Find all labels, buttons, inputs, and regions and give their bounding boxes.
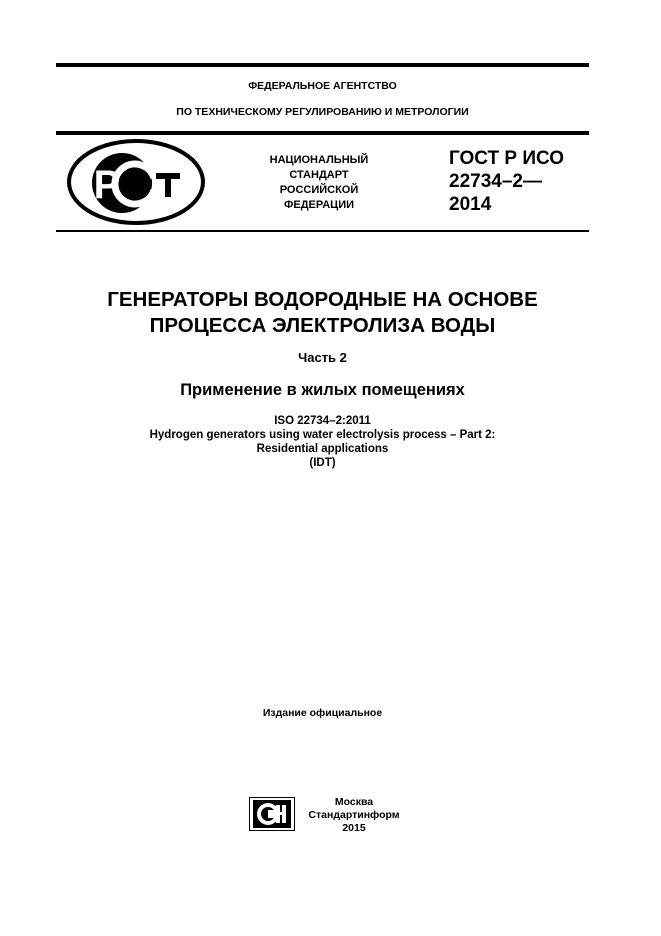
national-line-3: РОССИЙСКОЙ bbox=[279, 184, 359, 196]
agency-line-2: ПО ТЕХНИЧЕСКОМУ РЕГУЛИРОВАНИЮ И МЕТРОЛОГИИ bbox=[176, 106, 469, 118]
official-edition: Издание официальное bbox=[262, 707, 383, 719]
document-subtitle: Применение в жилых помещениях bbox=[180, 381, 465, 399]
publisher-name: Стандартинформ bbox=[308, 809, 400, 821]
iso-ref: ISO 22734–2:2011 bbox=[274, 415, 371, 427]
agency-line-1: ФЕДЕРАЛЬНОЕ АГЕНТСТВО bbox=[248, 80, 397, 92]
iso-reference bbox=[56, 414, 589, 470]
standartinform-logo-icon bbox=[249, 797, 295, 831]
standard-designation bbox=[449, 147, 599, 216]
publisher-city: Москва bbox=[334, 796, 374, 808]
iso-equivalence: (IDT) bbox=[309, 457, 336, 469]
svg-text:Р: Р bbox=[93, 163, 121, 207]
designation-line-1: ГОСТ Р ИСО bbox=[449, 148, 565, 169]
publisher-info bbox=[299, 796, 409, 835]
title-line-2: ПРОЦЕССА ЭЛЕКТРОЛИЗА ВОДЫ bbox=[149, 314, 496, 337]
designation-line-3: 2014 bbox=[449, 194, 492, 215]
gost-r-logo-icon bbox=[66, 138, 206, 226]
national-line-4: ФЕДЕРАЦИИ bbox=[283, 199, 355, 211]
top-rule bbox=[56, 63, 589, 67]
national-standard-label bbox=[228, 153, 410, 213]
header-rule bbox=[56, 131, 589, 135]
block-rule bbox=[56, 230, 589, 232]
iso-title-line-2: Residential applications bbox=[256, 443, 389, 455]
national-line-1: НАЦИОНАЛЬНЫЙ bbox=[269, 154, 369, 166]
publication-year: 2015 bbox=[342, 822, 366, 834]
part-label: Часть 2 bbox=[298, 350, 347, 365]
title-line-1: ГЕНЕРАТОРЫ ВОДОРОДНЫЕ НА ОСНОВЕ bbox=[107, 288, 538, 311]
iso-title-line-1: Hydrogen generators using water electrolysis process – Part 2: bbox=[149, 429, 496, 441]
document-title bbox=[56, 287, 589, 339]
designation-line-2: 22734–2— bbox=[449, 171, 542, 192]
national-line-2: СТАНДАРТ bbox=[289, 169, 349, 181]
